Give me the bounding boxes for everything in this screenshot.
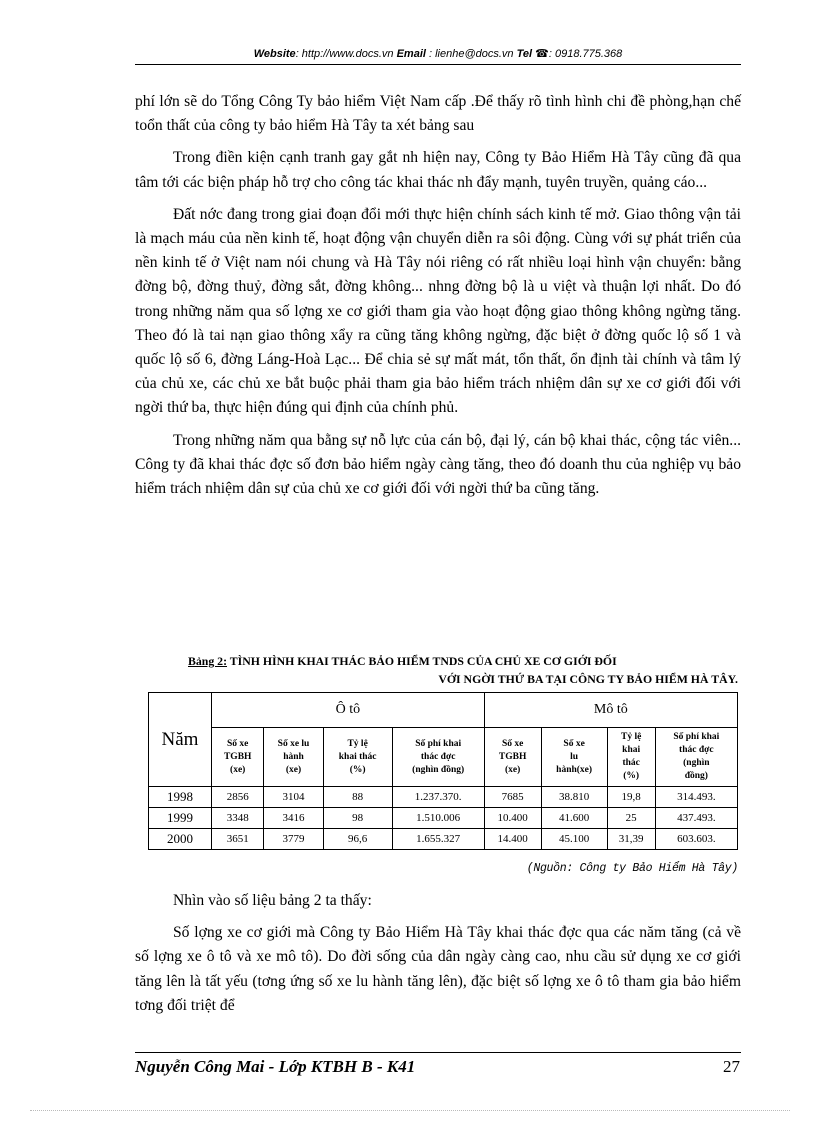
page-number: 27 [723,1057,740,1076]
footer-author: Nguyễn Công Mai - Lớp KTBH B - K41 [135,1057,416,1076]
table-cell: 98 [323,808,392,829]
table-cell: 7685 [484,787,541,808]
email-label: Email [396,48,426,60]
table-cell: 1.237.370. [392,787,484,808]
table-cell: 3651 [212,829,264,850]
page-header [135,47,741,60]
table-caption [188,652,738,688]
paragraph-2: Trong điền kiện cạnh tranh gay gắt nh hiện nay, Công ty Bảo Hiểm Hà Tây cũng đã qua tâm tới các biện pháp hỗ trợ cho công tác khai thác nh đẩy mạnh, tuyên truyền, quảng cáo... [135,149,741,191]
table-cell: 3779 [264,829,323,850]
paragraph-4: Trong những năm qua bằng sự nỗ lực của cán bộ, đại lý, cán bộ khai thác, cộng tác viên... Công ty đã khai thác đợc số đơn bảo hiểm ngày càng tăng, theo đó doanh thu của nghiệp vụ bảo hiểm trách nhiệm dân sự của chủ xe cơ giới đối với ngời thứ ba cũng tăng. [135,431,741,498]
sub-header: Số xe TGBH (xe) [212,728,264,787]
header-divider [135,64,741,65]
table-cell: 96,6 [323,829,392,850]
table-cell: 38.810 [541,787,607,808]
table-cell: 3348 [212,808,264,829]
body-text-top [135,90,741,509]
table-cell: 2856 [212,787,264,808]
table-cell: 1999 [149,808,212,829]
paragraph-5: Nhìn vào số liệu bảng 2 ta thấy: [173,892,372,909]
paragraph-3: Đất nớc đang trong giai đoạn đổi mới thực hiện chính sách kinh tế mở. Giao thông vận tải là mạch máu của nền kinh tế, hoạt động vận chuyển diễn ra sôi động. Cùng với sự phát triển của nền kinh tế ở Việt nam nói chung và Hà Tây nói riêng có rất nhiều loại hình vận chuyển: bằng đờng bộ, đờng thuỷ, đờng sắt, đờng không... nhng đờng bộ là u việt và thuận lợi nhất. Do đó trong những năm qua số lợng xe cơ giới tham gia vào hoạt động giao thông không ngừng tăng. Theo đó là tai nạn giao thông xẩy ra cũng tăng không ngừng, đặc biệt ở đờng quốc lộ số 1 và quốc lộ số 6, đờng Láng-Hoà Lạc... Để chia sẻ sự mất mát, tổn thất, ổn định tài chính và tâm lý của chủ xe, các chủ xe bắt buộc phải tham gia bảo hiểm trách nhiệm dân sự xe cơ giới đối với ngời thứ ba, thực hiện đúng qui định của chính phủ. [135,205,741,417]
table-cell: 14.400 [484,829,541,850]
page-edge-divider [30,1110,790,1111]
table-row [149,808,738,829]
table-cell: 19,8 [607,787,655,808]
footer-divider [135,1052,741,1053]
email-value: : lienhe@docs.vn [429,48,514,60]
paragraph-6: Số lợng xe cơ giới mà Công ty Bảo Hiểm Hà Tây khai thác đợc qua các năm tăng (cả về số lợng xe ô tô và xe mô tô). Do đời sống của dân ngày càng cao, nhu cầu sử dụng xe cơ giới tăng lên là tất yếu (tơng ứng số xe lu hành tăng lên), đặc biệt số lợng xe ô tô tham gia bảo hiểm tơng đối triệt để [135,924,741,1014]
website-label: Website [253,48,296,60]
group-moto-header: Mô tô [484,693,737,728]
table-group-header-row [149,693,738,728]
table-cell: 3416 [264,808,323,829]
group-oto-header: Ô tô [212,693,485,728]
table-row [149,787,738,808]
sub-header: Số phí khai thác đợc (nghìn đồng) [655,728,737,787]
table-cell: 437.493. [655,808,737,829]
table-cell: 31,39 [607,829,655,850]
data-table [148,692,738,850]
year-header: Năm [149,693,212,787]
table-cell: 25 [607,808,655,829]
website-value: : http://www.docs.vn [295,48,394,60]
tel-value: : 0918.775.368 [548,48,623,60]
sub-header: Số xe lu hành (xe) [264,728,323,787]
table-sub-header-row [149,728,738,787]
table-cell: 88 [323,787,392,808]
sub-header: Tỷ lệ khai thác (%) [607,728,655,787]
table-cell: 1998 [149,787,212,808]
body-text-bottom [135,889,741,1026]
table-cell: 2000 [149,829,212,850]
paragraph-1: phí lớn sẽ do Tổng Công Ty bảo hiểm Việt Nam cấp .Để thấy rõ tình hình chi đề phòng,hạn chế toổn thất của công ty bảo hiểm Hà Tây ta xét bảng sau [135,93,741,135]
table-cell: 603.603. [655,829,737,850]
sub-header: Số phí khai thác đợc (nghìn đồng) [392,728,484,787]
table-cell: 41.600 [541,808,607,829]
table-cell: 45.100 [541,829,607,850]
caption-line-1: TÌNH HÌNH KHAI THÁC BẢO HIỂM TNDS CỦA CHỦ XE CƠ GIỚI ĐỐI [227,654,617,668]
table-cell: 3104 [264,787,323,808]
caption-label: Bảng 2: [188,654,228,668]
table-cell: 1.655.327 [392,829,484,850]
table-cell: 314.493. [655,787,737,808]
sub-header: Số xe lu hành(xe) [541,728,607,787]
tel-label: Tel [516,48,533,60]
table-row [149,829,738,850]
sub-header: Số xe TGBH (xe) [484,728,541,787]
phone-icon: ☎ [535,48,549,60]
caption-line-2: VỚI NGỜI THỨ BA TẠI CÔNG TY BẢO HIỂM HÀ TÂY. [438,672,738,686]
table-source: (Nguồn: Công ty Bảo Hiểm Hà Tây) [526,862,738,875]
sub-header: Tỷ lệ khai thác (%) [323,728,392,787]
table-cell: 1.510.006 [392,808,484,829]
table-cell: 10.400 [484,808,541,829]
